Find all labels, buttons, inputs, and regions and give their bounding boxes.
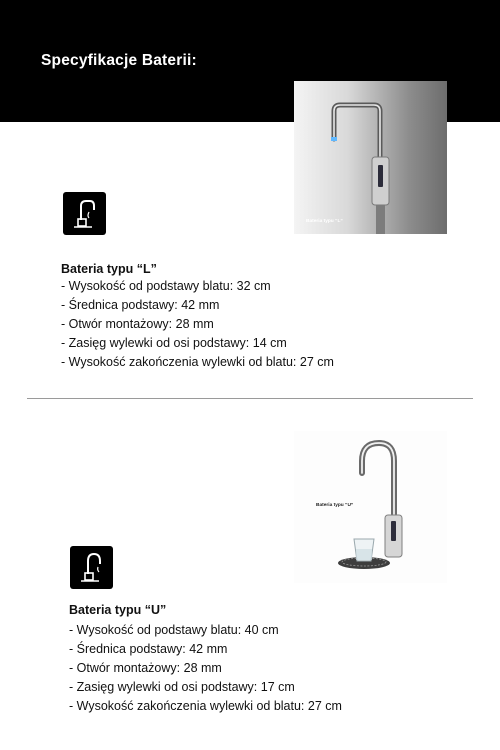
spec-item: - Wysokość zakończenia wylewki od blatu: 27 cm [61,355,334,369]
spec-list-u [69,621,342,716]
spec-list-l [61,277,334,372]
spec-item: - Wysokość od podstawy blatu: 32 cm [61,279,271,293]
faucet-l-illustration [294,81,447,234]
spec-item: - Zasięg wylewki od osi podstawy: 17 cm [69,680,295,694]
spec-title-l: Bateria typu “L” [61,262,157,276]
spec-item: - Otwór montażowy: 28 mm [61,317,214,331]
faucet-l-icon [63,192,106,235]
spec-item: - Otwór montażowy: 28 mm [69,661,222,675]
faucet-u-photo [294,431,447,583]
spec-item: - Zasięg wylewki od osi podstawy: 14 cm [61,336,287,350]
spec-item: - Wysokość zakończenia wylewki od blatu: 27 cm [69,699,342,713]
faucet-l-photo [294,81,447,234]
spec-item: - Wysokość od podstawy blatu: 40 cm [69,623,279,637]
photo-caption: Bateria typu “U” [316,503,354,508]
section-divider [27,398,473,399]
spec-title-u: Bateria typu “U” [69,603,167,617]
spec-item: - Średnica podstawy: 42 mm [69,642,228,656]
spec-item: - Średnica podstawy: 42 mm [61,298,220,312]
page-title: Specyfikacje Baterii: [41,52,197,69]
faucet-u-icon [70,546,113,589]
photo-caption: Bateria typu “L” [306,219,343,224]
